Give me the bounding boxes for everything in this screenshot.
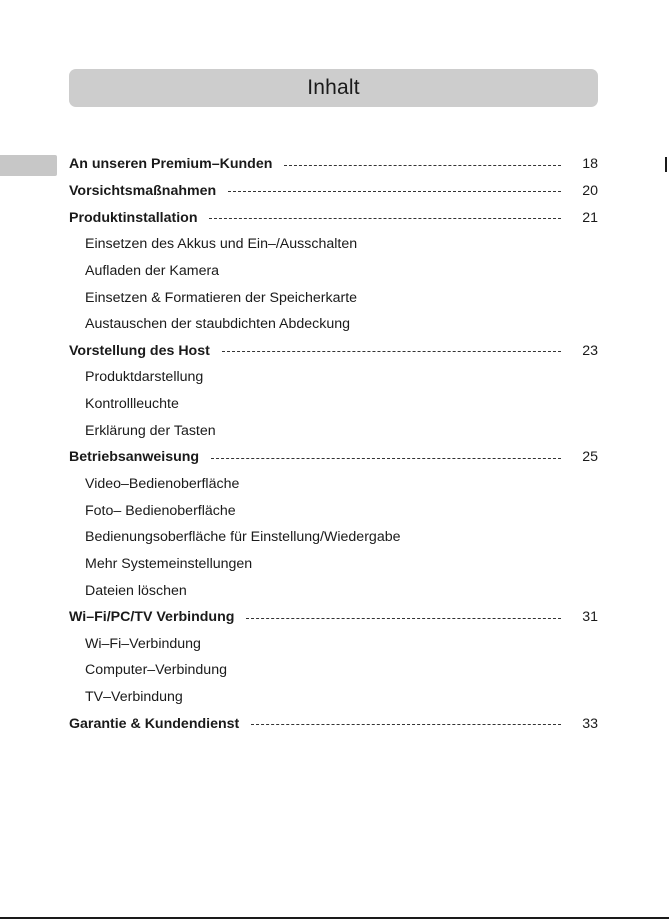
toc-subsection-entry[interactable] [69,417,598,444]
toc-entry-label: TV–Verbindung [85,689,183,706]
toc-entry-label: Kontrollleuchte [85,396,179,413]
toc-entry-label: Video–Bedienoberfläche [85,476,240,492]
toc-leader-dashes [246,618,561,619]
page-bottom-rule [0,917,669,919]
toc-section-entry[interactable] [69,604,598,631]
toc-subsection-entry[interactable] [69,631,598,658]
table-of-contents [69,151,598,737]
toc-subsection-entry[interactable] [69,577,598,604]
toc-subsection-entry[interactable] [69,497,598,524]
toc-entry-label: Betriebsanweisung [69,449,200,466]
toc-subsection-entry[interactable] [69,657,598,684]
toc-subsection-entry[interactable] [69,684,598,711]
toc-entry-label: Mehr Systemeinstellungen [85,555,253,572]
toc-subsection-entry[interactable] [69,231,598,258]
toc-page-number: 33 [582,715,598,732]
toc-leader-dashes [284,165,561,166]
toc-entry-label: Austauschen der staubdichten Abdeckung [85,316,351,333]
toc-subsection-entry[interactable] [69,311,598,338]
contents-title-bar [69,69,598,107]
toc-section-entry[interactable] [69,710,598,737]
toc-entry-label: Vorsichtsmaßnahmen [69,182,217,199]
toc-entry-label: Produktdarstellung [85,369,204,386]
toc-entry-label: Wi–Fi–Verbindung [85,635,201,652]
toc-entry-label: Foto– Bedienoberfläche [85,502,236,519]
toc-entry-label: Garantie & Kundendienst [69,715,240,732]
toc-page-number: 21 [582,209,598,226]
toc-entry-label: Aufladen der Kamera [85,262,220,279]
toc-subsection-entry[interactable] [69,524,598,551]
toc-section-entry[interactable] [69,151,598,178]
toc-subsection-entry[interactable] [69,284,598,311]
toc-entry-label: An unseren Premium–Kunden [69,156,273,173]
toc-leader-dashes [222,351,561,352]
toc-subsection-entry[interactable] [69,391,598,418]
toc-entry-label: Vorstellung des Host [69,342,210,359]
toc-entry-label: Bedienungsoberfläche für Einstellung/Wiedergabe [85,529,401,546]
toc-section-entry[interactable] [69,337,598,364]
page-title: Inhalt [307,76,360,99]
toc-entry-label: Einsetzen des Akkus und Ein–/Ausschalten [85,236,358,253]
page-edge-mark [665,157,667,172]
toc-entry-label: Dateien löschen [85,582,187,599]
toc-leader-dashes [209,218,561,219]
toc-section-entry[interactable] [69,178,598,205]
toc-page-number: 23 [582,342,598,359]
toc-entry-label: Erklärung der Tasten [85,422,216,439]
toc-leader-dashes [251,724,561,725]
toc-page-number: 20 [582,182,598,199]
toc-entry-label: Computer–Verbindung [85,662,227,679]
toc-section-entry[interactable] [69,444,598,471]
toc-section-entry[interactable] [69,204,598,231]
toc-leader-dashes [228,191,561,192]
toc-page-number: 25 [582,449,598,466]
chapter-tab-marker [0,155,57,176]
toc-subsection-entry[interactable] [69,364,598,391]
toc-entry-label: Einsetzen & Formatieren der Speicherkarte [85,289,358,306]
toc-subsection-entry[interactable] [69,551,598,578]
toc-page-number: 18 [582,156,598,173]
toc-entry-label: Produktinstallation [69,209,198,226]
toc-page-number: 31 [582,609,598,626]
toc-leader-dashes [211,458,561,459]
toc-subsection-entry[interactable] [69,471,598,498]
toc-entry-label: Wi–Fi/PC/TV Verbindung [69,609,235,626]
toc-subsection-entry[interactable] [69,258,598,285]
